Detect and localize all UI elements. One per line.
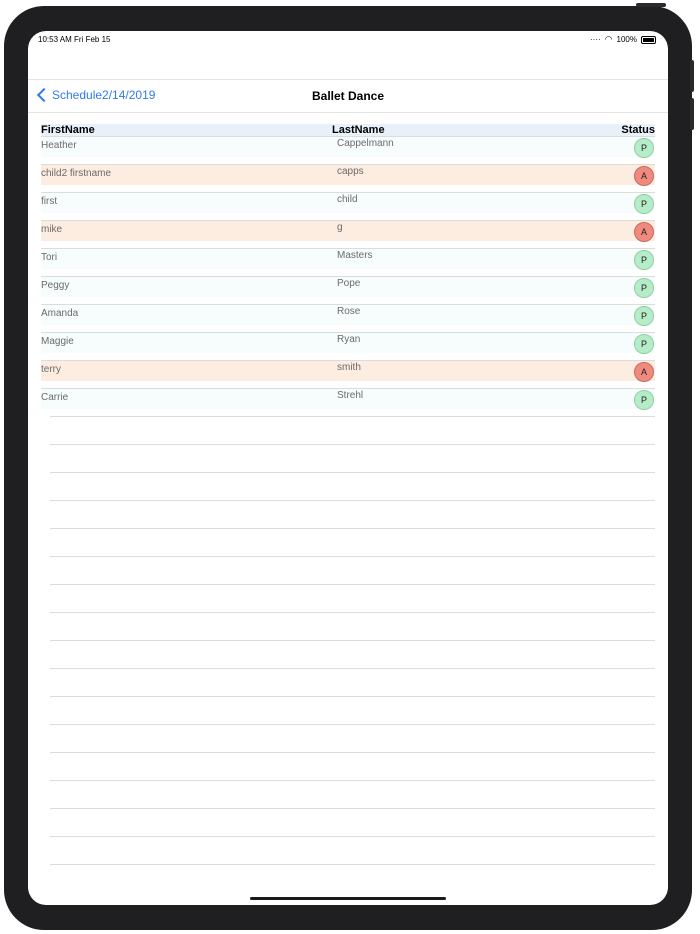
top-button (636, 3, 666, 7)
status-badge[interactable]: P (634, 334, 654, 354)
table-row[interactable] (41, 220, 655, 248)
status-bar (28, 31, 668, 49)
last-name-cell: Rose (337, 306, 361, 317)
battery-icon (641, 36, 656, 44)
empty-row-divider (50, 668, 655, 669)
last-name-cell: child (337, 194, 358, 205)
header-status: Status (621, 124, 655, 136)
wifi-icon: ◠ (604, 34, 613, 44)
last-name-cell: Cappelmann (337, 138, 394, 149)
last-name-cell: smith (337, 362, 361, 373)
status-badge[interactable]: A (634, 362, 654, 382)
first-name-cell: Amanda (41, 308, 79, 319)
empty-row-divider (50, 584, 655, 585)
empty-row-divider (50, 808, 655, 809)
table-row[interactable] (41, 332, 655, 360)
empty-row-divider (50, 612, 655, 613)
battery-percent: 100% (616, 35, 637, 44)
empty-row-divider (50, 640, 655, 641)
first-name-cell: mike (41, 224, 63, 235)
empty-row-divider (50, 752, 655, 753)
table-row[interactable] (41, 192, 655, 220)
last-name-cell: capps (337, 166, 364, 177)
table-row[interactable] (41, 136, 655, 164)
status-badge[interactable]: A (634, 166, 654, 186)
table-row[interactable] (41, 360, 655, 388)
table-row[interactable] (41, 304, 655, 332)
last-name-cell: Strehl (337, 390, 364, 401)
first-name-cell: terry (41, 364, 61, 375)
empty-row-divider (50, 416, 655, 417)
empty-row-divider (50, 864, 655, 865)
volume-up-button (690, 60, 694, 92)
table-row[interactable] (41, 388, 655, 416)
empty-row-divider (50, 500, 655, 501)
first-name-cell: child2 firstname (41, 168, 112, 179)
status-right (590, 34, 656, 45)
row-background (41, 221, 655, 241)
back-button-label: Schedule2/14/2019 (52, 88, 156, 102)
first-name-cell: Maggie (41, 336, 74, 347)
table-row[interactable] (41, 276, 655, 304)
empty-row-divider (50, 528, 655, 529)
status-badge[interactable]: P (634, 138, 654, 158)
signal-dots-icon: ···· (590, 35, 601, 44)
last-name-cell: Ryan (337, 334, 361, 345)
status-badge[interactable]: P (634, 278, 654, 298)
table-row[interactable] (41, 164, 655, 192)
status-badge[interactable]: P (634, 306, 654, 326)
first-name-cell: Carrie (41, 392, 69, 403)
empty-row-divider (50, 696, 655, 697)
empty-row-divider (50, 780, 655, 781)
table-row[interactable] (41, 248, 655, 276)
last-name-cell: g (337, 222, 343, 233)
first-name-cell: Tori (41, 252, 58, 263)
status-time: 10:53 AM Fri Feb 15 (38, 35, 111, 44)
status-badge[interactable]: P (634, 390, 654, 410)
empty-row-divider (50, 836, 655, 837)
page-title: Ballet Dance (311, 89, 385, 103)
last-name-cell: Masters (337, 250, 373, 261)
first-name-cell: Peggy (41, 280, 70, 291)
status-badge[interactable]: A (634, 222, 654, 242)
empty-row-divider (50, 724, 655, 725)
header-firstname: FirstName (41, 124, 95, 136)
status-badge[interactable]: P (634, 250, 654, 270)
empty-row-divider (50, 444, 655, 445)
home-indicator[interactable] (250, 897, 446, 900)
empty-row-divider (50, 556, 655, 557)
first-name-cell: Heather (41, 140, 77, 151)
header-lastname: LastName (332, 124, 385, 136)
table-header (41, 124, 655, 136)
empty-row-divider (50, 472, 655, 473)
app-screen (28, 31, 668, 905)
first-name-cell: first (41, 196, 58, 207)
navigation-bar (28, 79, 668, 113)
status-badge[interactable]: P (634, 194, 654, 214)
last-name-cell: Pope (337, 278, 361, 289)
volume-down-button (690, 98, 694, 130)
